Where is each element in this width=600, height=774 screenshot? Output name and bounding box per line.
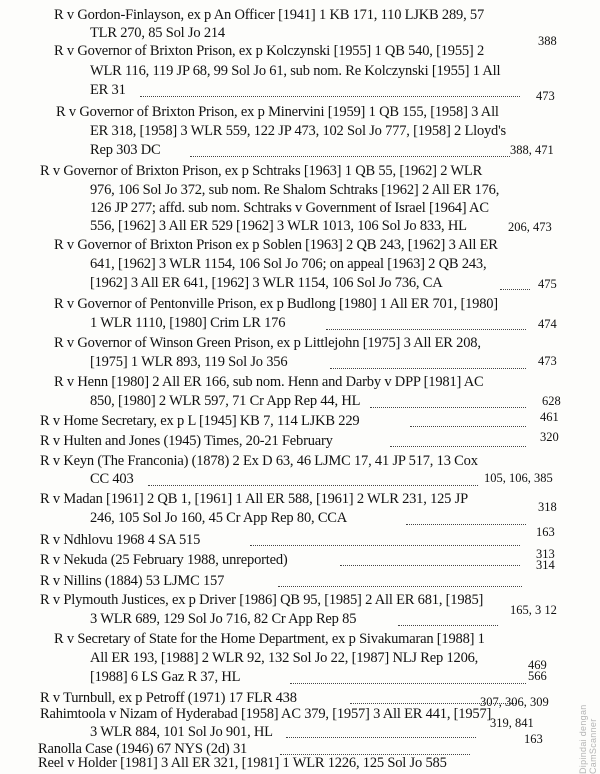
entry-line: 641, [1962] 3 WLR 1154, 106 Sol Jo 706; on appeal [1963] 2 QB 243, <box>90 256 487 272</box>
dot-leader <box>330 367 526 369</box>
entry-line: R v Madan [1961] 2 QB 1, [1961] 1 All ER 588, [1961] 2 WLR 231, 125 JP <box>40 491 468 507</box>
page-reference: 314 <box>536 558 555 572</box>
page-reference: 313 <box>536 547 555 561</box>
entry-line: R v Governor of Brixton Prison, ex p Kolczynski [1955] 1 QB 540, [1955] 2 <box>54 43 485 59</box>
dot-leader <box>326 328 526 330</box>
page-reference: 105, 106, 385 <box>484 471 553 485</box>
dot-leader <box>500 288 530 290</box>
entry-line: 1 WLR 1110, [1980] Crim LR 176 <box>90 315 286 331</box>
entry-line: 246, 105 Sol Jo 160, 45 Cr App Rep 80, CCA <box>90 510 348 526</box>
dot-leader <box>140 95 520 97</box>
entry-line: R v Gordon-Finlayson, ex p An Officer [1941] 1 KB 171, 110 LJKB 289, 57 <box>54 7 485 23</box>
page-reference: 318 <box>538 500 557 514</box>
entry-line: R v Secretary of State for the Home Department, ex p Sivakumaran [1988] 1 <box>54 631 485 647</box>
dot-leader <box>398 624 498 626</box>
entry-line: R v Hulten and Jones (1945) Times, 20-21 February <box>40 433 333 449</box>
page-reference: 474 <box>538 317 557 331</box>
dot-leader <box>286 736 476 738</box>
entry-line: 126 JP 277; affd. sub nom. Schtraks v Government of Israel [1964] AC <box>90 200 489 216</box>
entry-line: R v Governor of Brixton Prison, ex p Minervini [1959] 1 QB 155, [1958] 3 All <box>56 104 499 120</box>
dot-leader <box>340 564 520 566</box>
entry-line: R v Governor of Brixton Prison ex p Soblen [1963] 2 QB 243, [1962] 3 All ER <box>54 237 498 253</box>
entry-line: Reel v Holder [1981] 3 All ER 321, [1981] 1 WLR 1226, 125 Sol Jo 585 <box>38 755 447 771</box>
dot-leader <box>190 155 510 157</box>
page-reference: 388 <box>538 34 557 48</box>
page-reference: 469 <box>528 658 547 672</box>
entry-line: R v Nillins (1884) 53 LJMC 157 <box>40 573 225 589</box>
dot-leader <box>250 544 520 546</box>
entry-line: R v Plymouth Justices, ex p Driver [1986] QB 95, [1985] 2 All ER 681, [1985] <box>40 592 484 608</box>
dot-leader <box>370 406 526 408</box>
page-reference: 163 <box>536 525 555 539</box>
entry-line: 3 WLR 689, 129 Sol Jo 716, 82 Cr App Rep 85 <box>90 611 357 627</box>
dot-leader <box>290 682 526 684</box>
page-reference: 461 <box>540 410 559 424</box>
entry-line: R v Governor of Pentonville Prison, ex p Budlong [1980] 1 All ER 701, [1980] <box>54 296 498 312</box>
entry-line: R v Governor of Brixton Prison, ex p Schtraks [1963] 1 QB 55, [1962] 2 WLR <box>40 163 483 179</box>
entry-line: [1988] 6 LS Gaz R 37, HL <box>90 669 241 685</box>
entry-line: R v Turnbull, ex p Petroff (1971) 17 FLR 438 <box>40 690 297 706</box>
dot-leader <box>410 425 526 427</box>
entry-line: 850, [1980] 2 WLR 597, 71 Cr App Rep 44, HL <box>90 393 361 409</box>
dot-leader <box>390 445 526 447</box>
page-reference: 473 <box>538 354 557 368</box>
entry-line: R v Henn [1980] 2 All ER 166, sub nom. Henn and Darby v DPP [1981] AC <box>54 374 484 390</box>
entry-line: R v Nekuda (25 February 1988, unreported) <box>40 552 288 568</box>
entry-line: TLR 270, 85 Sol Jo 214 <box>90 25 225 41</box>
entry-line: [1962] 3 All ER 641, [1962] 3 WLR 1154, 106 Sol Jo 736, CA <box>90 275 443 291</box>
page-reference: 628 <box>542 394 561 408</box>
entry-line: R v Keyn (The Franconia) (1878) 2 Ex D 63, 46 LJMC 17, 41 JP 517, 13 Cox <box>40 453 478 469</box>
dot-leader <box>406 523 526 525</box>
entry-line: Rahimtoola v Nizam of Hyderabad [1958] AC 379, [1957] 3 All ER 441, [1957] <box>40 706 492 722</box>
dot-leader <box>148 484 478 486</box>
entry-line: 3 WLR 884, 101 Sol Jo 901, HL <box>90 724 273 740</box>
entry-line: ER 318, [1958] 3 WLR 559, 122 JP 473, 102 Sol Jo 777, [1958] 2 Lloyd's <box>90 123 506 139</box>
entry-line: Ranolla Case (1946) 67 NYS (2d) 31 <box>38 741 248 757</box>
entry-line: 556, [1962] 3 All ER 529 [1962] 3 WLR 1013, 106 Sol Jo 833, HL <box>90 218 467 234</box>
page-reference: 163 <box>524 732 543 746</box>
entry-line: CC 403 <box>90 471 134 487</box>
entry-line: 976, 106 Sol Jo 372, sub nom. Re Shalom Schtraks [1962] 2 All ER 176, <box>90 182 500 198</box>
page-reference: 320 <box>540 430 559 444</box>
entry-line: Rep 303 DC <box>90 142 161 158</box>
page-reference: 206, 473 <box>508 220 552 234</box>
dot-leader <box>278 585 522 587</box>
entry-line: R v Home Secretary, ex p L [1945] KB 7, 114 LJKB 229 <box>40 413 360 429</box>
entry-line: R v Ndhlovu 1968 4 SA 515 <box>40 532 201 548</box>
entry-line: R v Governor of Winson Green Prison, ex p Littlejohn [1975] 3 All ER 208, <box>54 335 481 351</box>
page-reference: 566 <box>528 669 547 683</box>
scanner-watermark: Dipindai dengan CamScanner <box>578 704 598 774</box>
page-reference: 165, 3 12 <box>510 603 557 617</box>
page-reference: 475 <box>538 277 557 291</box>
page-reference: 319, 841 <box>490 716 534 730</box>
page-reference: 473 <box>536 89 555 103</box>
entry-line: ER 31 <box>90 82 126 98</box>
page-reference: 388, 471 <box>510 143 554 157</box>
entry-line: [1975] 1 WLR 893, 119 Sol Jo 356 <box>90 354 288 370</box>
page-reference: 307, 306, 309 <box>480 695 549 709</box>
entry-line: WLR 116, 119 JP 68, 99 Sol Jo 61, sub nom. Re Kolczynski [1955] 1 All <box>90 63 501 79</box>
entry-line: All ER 193, [1988] 2 WLR 92, 132 Sol Jo 22, [1987] NLJ Rep 1206, <box>90 650 479 666</box>
